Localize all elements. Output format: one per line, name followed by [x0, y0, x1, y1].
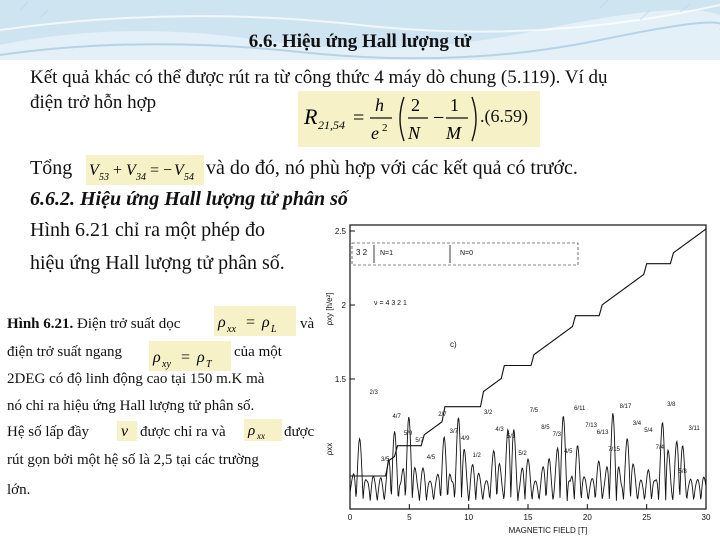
- svg-text:M: M: [446, 123, 461, 143]
- fraction-label: 7/5: [529, 408, 539, 414]
- fraction-label: 7/3: [552, 432, 561, 438]
- fraction-label: 6/13: [596, 430, 609, 436]
- formula-sum-voltages: [86, 155, 204, 185]
- x-tick-label: 15: [523, 513, 533, 522]
- svg-text:34: 34: [136, 172, 146, 183]
- fraction-label: 8/17: [619, 404, 632, 410]
- svg-text:R: R: [304, 104, 318, 129]
- svg-text:xx: xx: [257, 431, 265, 441]
- x-tick-label: 5: [407, 513, 412, 522]
- svg-text:N: N: [408, 123, 421, 143]
- fraction-label: 5/9: [403, 431, 413, 437]
- fraction-label: 4/5: [426, 455, 436, 461]
- fraction-label: 2/7: [438, 412, 447, 418]
- fraction-label: 4/5: [564, 449, 573, 455]
- fraction-label: 8/5: [541, 425, 550, 431]
- svg-text:−: −: [433, 107, 445, 129]
- svg-text:ρ: ρ: [153, 349, 161, 366]
- caption-text: được chỉ ra và: [140, 424, 226, 440]
- fraction-label: 5/3: [506, 434, 516, 440]
- caption-text: rút gọn bởi một hệ số là 2,5 tại các trường: [7, 452, 259, 468]
- svg-text:=: =: [353, 107, 365, 129]
- fraction-label: 5/4: [644, 428, 653, 434]
- svg-text:=: =: [181, 349, 191, 366]
- fraction-label: 3/7: [449, 429, 459, 435]
- svg-text:V: V: [89, 162, 99, 179]
- paragraph-line: hiệu ứng Hall lượng tử phân số.: [30, 252, 285, 274]
- svg-text:ρ: ρ: [218, 314, 226, 331]
- svg-text:V: V: [126, 162, 136, 179]
- caption-text: Điện trở suất dọc: [77, 316, 181, 332]
- svg-text:ρ: ρ: [262, 314, 270, 331]
- x-tick-label: 20: [582, 513, 592, 522]
- fraction-label: 4/7: [392, 414, 401, 420]
- fraction-label: 5/7: [415, 438, 424, 444]
- svg-text:xx: xx: [227, 324, 236, 335]
- fraction-label: 3/5: [381, 457, 390, 463]
- svg-text:2: 2: [411, 95, 420, 115]
- x-tick-label: 0: [347, 513, 353, 522]
- equation-number: .(6.59): [480, 106, 528, 126]
- svg-text:21,54: 21,54: [318, 118, 345, 132]
- figure-label: N=0: [460, 250, 474, 257]
- caption-text: và: [300, 316, 315, 332]
- x-tick-label: 25: [642, 513, 652, 522]
- svg-text:T: T: [206, 359, 212, 370]
- svg-text:ρ: ρ: [248, 423, 256, 439]
- formula-nu: [117, 421, 137, 441]
- figure-label: ν = 4 3 2 1: [374, 300, 407, 307]
- fraction-label: 5/8: [678, 469, 687, 475]
- fraction-label: 4/9: [461, 436, 470, 442]
- caption-text: của một: [234, 344, 282, 360]
- x-tick-label: 30: [701, 513, 711, 522]
- svg-text:=: =: [246, 314, 256, 331]
- fraction-label: 6/11: [574, 406, 586, 412]
- svg-text:L: L: [271, 324, 277, 335]
- svg-text:2: 2: [382, 122, 388, 134]
- caption-text: điện trở suất ngang: [7, 344, 122, 360]
- y-tick-label: 1.5: [334, 375, 346, 384]
- panel-label: c): [450, 340, 457, 349]
- fqhe-figure: [318, 219, 712, 535]
- svg-text:h: h: [375, 95, 384, 115]
- svg-text:+: +: [113, 162, 123, 179]
- formula-rho-xx: [214, 306, 296, 336]
- x-axis-label: MAGNETIC FIELD [T]: [508, 526, 588, 535]
- fraction-label: 3/2: [483, 410, 493, 416]
- figure-label: N=1: [380, 250, 394, 257]
- caption-text: lớn.: [7, 482, 31, 498]
- paragraph-line: Hình 6.21 chỉ ra một phép đo: [30, 219, 265, 241]
- x-tick-label: 10: [464, 513, 474, 522]
- paragraph-line: điện trở hỗn hợp: [30, 92, 157, 113]
- svg-text:54: 54: [184, 172, 194, 183]
- caption-text: nó chỉ ra hiệu ứng Hall lượng tử phân số.: [7, 398, 255, 414]
- y-tick-label: 2: [341, 301, 346, 310]
- sum-prefix: Tổng: [30, 157, 73, 179]
- sum-suffix: và do đó, nó phù hợp với các kết quả có trước.: [206, 157, 578, 179]
- fraction-label: 5/2: [518, 451, 527, 457]
- svg-text:−: −: [163, 162, 173, 179]
- caption-text: 2DEG có độ linh động cao tại 150 m.K mà: [7, 371, 265, 387]
- svg-text:1: 1: [450, 95, 459, 115]
- fraction-label: 3/11: [688, 426, 700, 432]
- formula-rho-xx-small: [244, 419, 282, 441]
- caption-text: Hệ số lấp đầy: [7, 424, 90, 440]
- fraction-label: 3/4: [632, 421, 642, 427]
- fraction-label: 1/2: [472, 453, 481, 459]
- y-tick-label: 2.5: [334, 227, 346, 236]
- svg-text:ν: ν: [121, 423, 129, 440]
- svg-text:V: V: [174, 162, 184, 179]
- caption-line-1: [7, 316, 180, 333]
- svg-text:=: =: [150, 162, 160, 179]
- y-axis-label: ρxy [h/e²]: [325, 292, 334, 326]
- section-heading: 6.6.2. Hiệu ứng Hall lượng tử phân số: [30, 188, 348, 210]
- formula-rho-xy: [149, 341, 231, 371]
- caption-text: được: [284, 424, 315, 440]
- svg-text:ρ: ρ: [197, 349, 205, 366]
- fraction-label: 3/8: [667, 402, 676, 408]
- fraction-label: 4/3: [495, 427, 504, 433]
- fraction-label: 7/13: [585, 423, 597, 429]
- y-axis-label: ρxx: [325, 442, 334, 456]
- svg-text:53: 53: [99, 172, 109, 183]
- paragraph-line: Kết quả khác có thể được rút ra từ công thức 4 máy dò chung (5.119). Ví dụ: [30, 67, 608, 88]
- fraction-label: 2/3: [369, 390, 378, 396]
- fraction-label: 7/15: [608, 447, 620, 453]
- figure-label: 3 2: [356, 248, 368, 257]
- slide-title: 6.6. Hiệu ứng Hall lượng tử: [248, 31, 472, 52]
- svg-text:e: e: [371, 123, 379, 143]
- caption-label: Hình 6.21.: [7, 316, 74, 332]
- fraction-label: 7/4: [655, 445, 664, 451]
- svg-text:xy: xy: [162, 359, 171, 370]
